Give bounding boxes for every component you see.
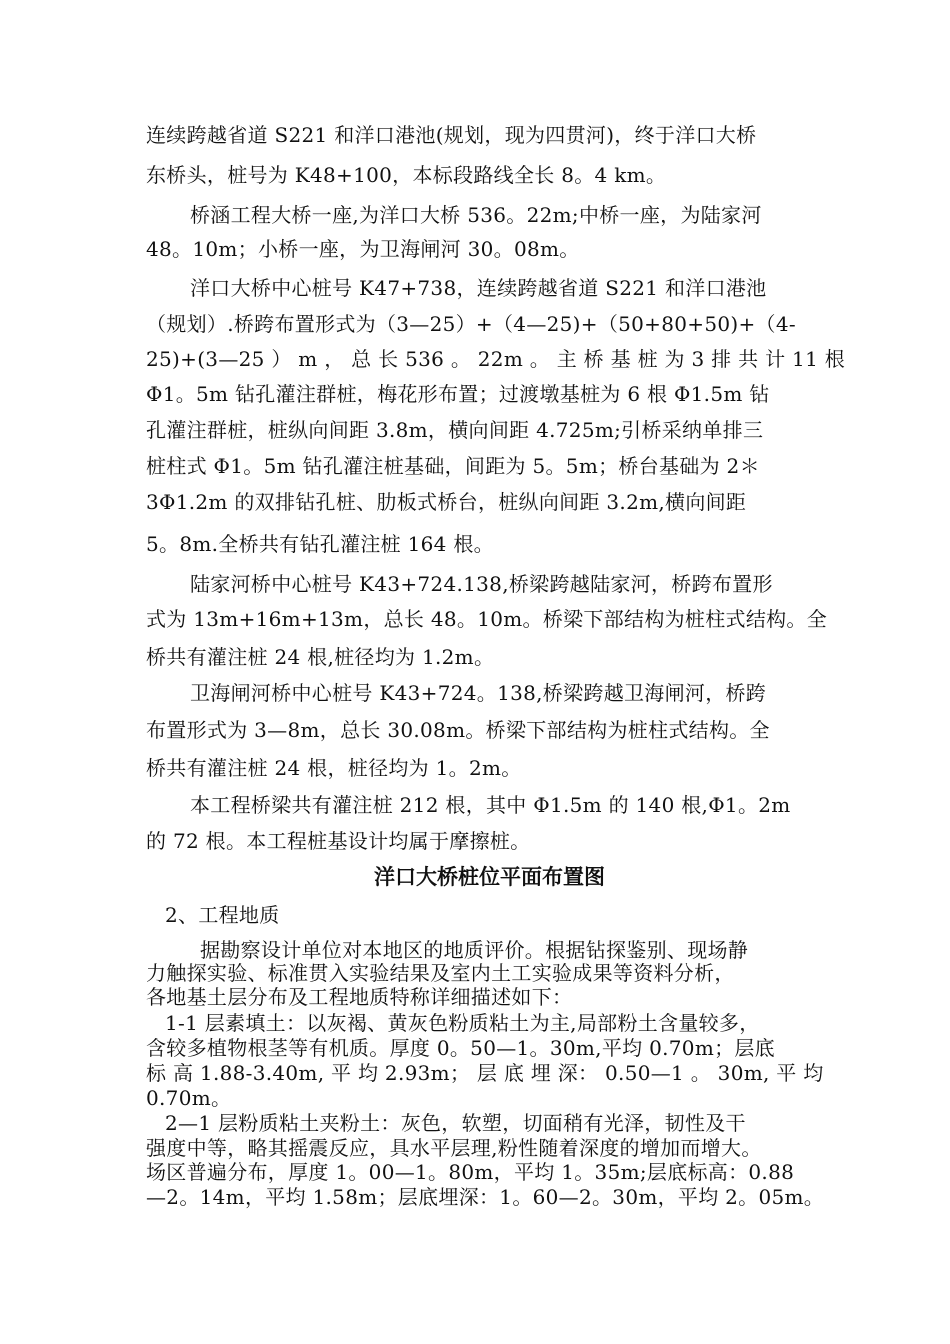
paragraph-line: 陆家河桥中心桩号 K43+724.138,桥梁跨越陆家河，桥跨布置形 bbox=[190, 572, 773, 596]
paragraph-line: 桥共有灌注桩 24 根,桩径均为 1.2m。 bbox=[146, 645, 495, 669]
paragraph-line: —2。14m，平均 1.58m；层底埋深：1。60—2。30m，平均 2。05m。 bbox=[146, 1185, 825, 1209]
paragraph-line: 布置形式为 3—8m，总长 30.08m。桥梁下部结构为桩柱式结构。全 bbox=[146, 718, 770, 742]
paragraph-line: 各地基土层分布及工程地质特称详细描述如下： bbox=[146, 985, 573, 1009]
paragraph-line: 3Φ1.2m 的双排钻孔桩、肋板式桥台，桩纵向间距 3.2m,横向间距 bbox=[146, 490, 747, 514]
section-heading: 2、工程地质 bbox=[165, 903, 280, 927]
paragraph-line: 连续跨越省道 S221 和洋口港池(规划，现为四贯河)，终于洋口大桥 bbox=[146, 123, 757, 147]
paragraph-line: 洋口大桥中心桩号 K47+738，连续跨越省道 S221 和洋口港池 bbox=[190, 276, 767, 300]
paragraph-line: 的 72 根。本工程桩基设计均属于摩擦桩。 bbox=[146, 829, 531, 853]
figure-caption: 洋口大桥桩位平面布置图 bbox=[374, 865, 605, 889]
paragraph-line: Φ1。5m 钻孔灌注群桩，梅花形布置；过渡墩基桩为 6 根 Φ1.5m 钻 bbox=[146, 382, 770, 406]
paragraph-line: 2—1 层粉质粘土夹粉土：灰色，软塑，切面稍有光泽，韧性及干 bbox=[165, 1111, 746, 1135]
paragraph-line: 25)+(3—25 ） m ， 总 长 536 。 22m 。 主 桥 基 桩 为 3 排 共 计 11 根 bbox=[146, 347, 846, 371]
paragraph-line: 力触探实验、标准贯入实验结果及室内土工实验成果等资料分析， bbox=[146, 961, 735, 985]
paragraph-line: （规划）.桥跨布置形式为（3—25）+（4—25)+（50+80+50)+（4- bbox=[146, 312, 796, 336]
paragraph-line: 孔灌注群桩，桩纵向间距 3.8m，横向间距 4.725m;引桥采纳单排三 bbox=[146, 418, 764, 442]
paragraph-line: 式为 13m+16m+13m，总长 48。10m。桥梁下部结构为桩柱式结构。全 bbox=[146, 607, 828, 631]
paragraph-line: 含较多植物根茎等有机质。厚度 0。50—1。30m,平均 0.70m；层底 bbox=[146, 1036, 775, 1060]
paragraph-line: 场区普遍分布，厚度 1。00—1。80m，平均 1。35m;层底标高：0.88 bbox=[146, 1160, 795, 1184]
paragraph-line: 1-1 层素填土：以灰褐、黄灰色粉质粘土为主,局部粉土含量较多， bbox=[165, 1011, 760, 1035]
paragraph-line: 5。8m.全桥共有钻孔灌注桩 164 根。 bbox=[146, 532, 494, 556]
paragraph-line: 东桥头，桩号为 K48+100，本标段路线全长 8。4 km。 bbox=[146, 163, 667, 187]
paragraph-line: 0.70m。 bbox=[146, 1086, 232, 1110]
paragraph-line: 48。10m；小桥一座，为卫海闸河 30。08m。 bbox=[146, 237, 580, 261]
paragraph-line: 卫海闸河桥中心桩号 K43+724。138,桥梁跨越卫海闸河，桥跨 bbox=[190, 681, 767, 705]
paragraph-line: 据勘察设计单位对本地区的地质评价。根据钻探鉴别、现场静 bbox=[200, 938, 749, 962]
paragraph-line: 桥涵工程大桥一座,为洋口大桥 536。22m;中桥一座，为陆家河 bbox=[190, 203, 762, 227]
paragraph-line: 标 高 1.88-3.40m, 平 均 2.93m； 层 底 埋 深： 0.50—1 。 30m, 平 均 bbox=[146, 1061, 824, 1085]
paragraph-line: 本工程桥梁共有灌注桩 212 根，其中 Φ1.5m 的 140 根,Φ1。2m bbox=[190, 793, 791, 817]
paragraph-line: 桩柱式 Φ1。5m 钻孔灌注桩基础，间距为 5。5m；桥台基础为 2＊ bbox=[146, 454, 760, 478]
paragraph-line: 桥共有灌注桩 24 根，桩径均为 1。2m。 bbox=[146, 756, 522, 780]
paragraph-line: 强度中等，略其摇震反应，具水平层理,粉性随着深度的增加而增大。 bbox=[146, 1136, 762, 1160]
